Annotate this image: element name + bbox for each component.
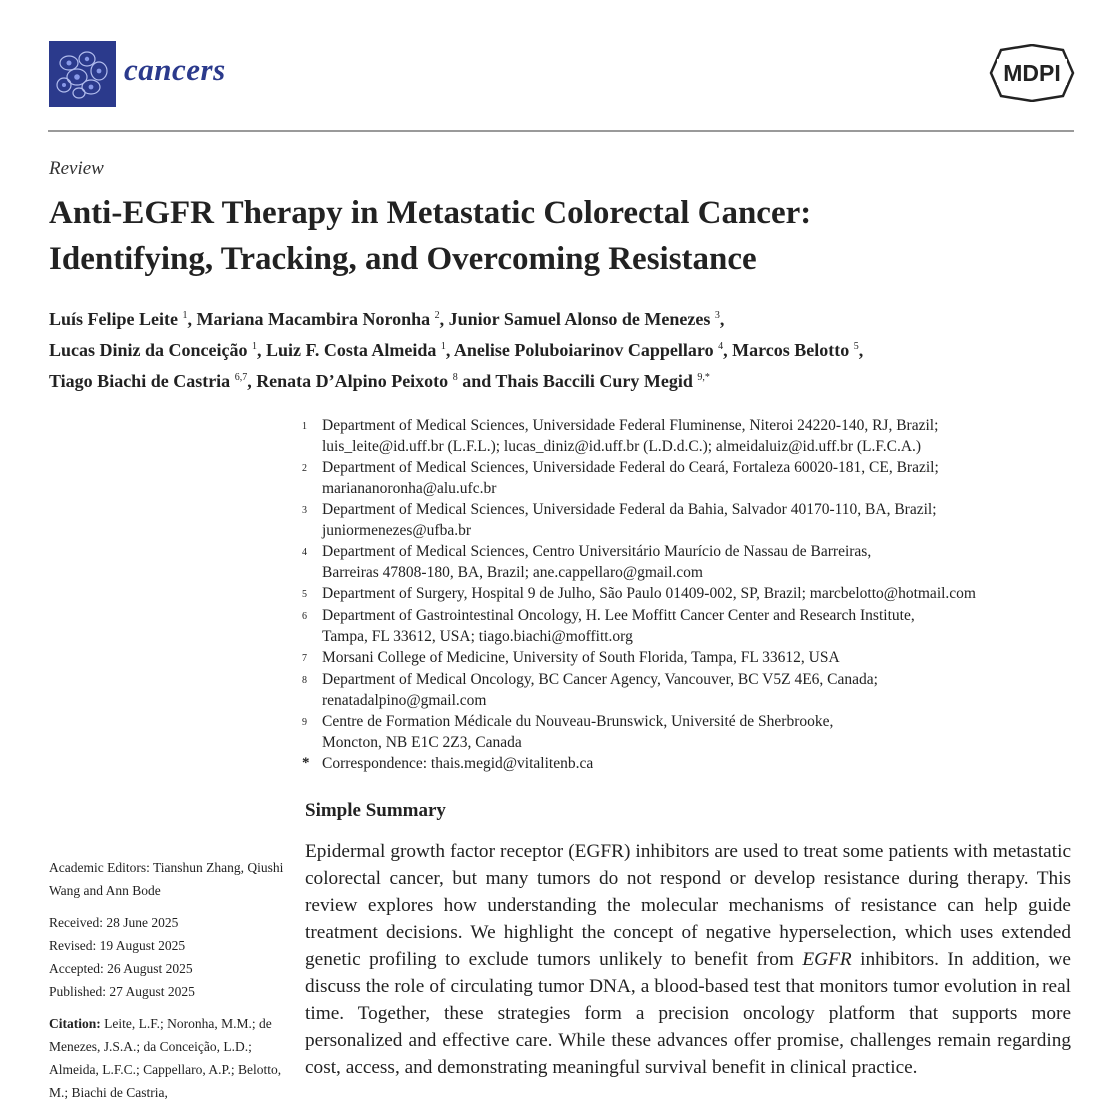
affiliation-line: Department of Medical Oncology, BC Cancer Agency, Vancouver, BC V5Z 4E6, Canada; — [322, 671, 878, 688]
affiliation-line: Department of Medical Sciences, Universidade Federal do Ceará, Fortaleza 60020-181, CE, Brazil; — [322, 459, 939, 476]
cancers-cells-logo-icon — [49, 41, 116, 107]
affiliation-line: Department of Gastrointestinal Oncology, H. Lee Moffitt Cancer Center and Research Institute, — [322, 607, 915, 624]
affiliation-line: juniormenezes@ufba.br — [322, 522, 471, 539]
author-separator-and: and — [457, 371, 496, 391]
author-separator: , — [257, 340, 262, 360]
academic-editors: Academic Editors: Tianshun Zhang, Qiushi Wang and Ann Bode — [49, 860, 284, 898]
affiliation-line: Department of Medical Sciences, Centro Universitário Maurício de Nassau de Barreiras, — [322, 543, 872, 560]
publisher-name: MDPI — [1003, 60, 1061, 86]
affiliation-list — [302, 415, 1062, 774]
author-affiliation-marker: 2 — [434, 310, 440, 321]
correspondence-item — [302, 753, 1062, 774]
affiliation-item — [302, 605, 1062, 647]
author-line-2 — [49, 333, 1079, 364]
affiliation-number: 5 — [302, 589, 307, 600]
affiliation-item — [302, 583, 1062, 605]
author-line-1 — [49, 302, 1079, 333]
affiliation-line: mariananoronha@alu.ufc.br — [322, 480, 497, 497]
affiliation-number: 4 — [302, 547, 307, 558]
author-affiliation-marker: 1 — [440, 341, 446, 352]
affiliation-line: Department of Medical Sciences, Universidade Federal Fluminense, Niteroi 24220-140, RJ, Brazil; — [322, 417, 939, 434]
correspondence-marker: * — [302, 755, 310, 771]
author-affiliation-marker: 9,* — [697, 372, 710, 383]
author-separator: , — [858, 340, 864, 360]
received-date: Received: 28 June 2025 — [49, 915, 179, 930]
author-separator: , — [445, 340, 451, 360]
affiliation-item — [302, 669, 1062, 711]
author-affiliation-marker: 6,7 — [234, 372, 248, 383]
affiliation-item — [302, 457, 1062, 499]
affiliation-line: Barreiras 47808-180, BA, Brazil; ane.cappellaro@gmail.com — [322, 564, 703, 581]
summary-text: inhibitors. In addition, we discuss the role of circulating tumor DNA, a blood-based test that monitors tumor evolution in real time. Together, these strategies form a precision oncology platform that supports more personalized and effective care. While these advances offer promise, challenges remain regarding cost, access, and demonstrating meaningful survival benefit in clinical practice. — [305, 949, 1071, 1078]
author-list — [49, 302, 1079, 395]
article-type: Review — [49, 158, 104, 179]
affiliation-item — [302, 711, 1062, 753]
side-panel — [49, 856, 284, 1104]
affiliation-number: 8 — [302, 675, 307, 686]
citation-text: Leite, L.F.; Noronha, M.M.; de Menezes, J.S.A.; da Conceição, L.D.; Almeida, L.F.C.; Cappellaro, A.P.; Belotto, M.; Biachi de Castria, — [49, 1016, 282, 1100]
author-separator: , — [187, 309, 192, 329]
affiliation-line: renatadalpino@gmail.com — [322, 692, 487, 709]
affiliation-number: 9 — [302, 717, 307, 728]
author-separator: , — [439, 309, 445, 329]
summary-heading: Simple Summary — [305, 800, 446, 821]
author-name: Tiago Biachi de Castria — [49, 371, 231, 391]
affiliation-item — [302, 647, 1062, 669]
header-divider — [48, 130, 1074, 132]
published-date: Published: 27 August 2025 — [49, 984, 195, 999]
accepted-date: Accepted: 26 August 2025 — [49, 961, 193, 976]
citation-label: Citation: — [49, 1016, 101, 1031]
mdpi-hexagon-logo-icon — [989, 44, 1075, 107]
summary-italic-term: EGFR — [802, 949, 852, 970]
affiliation-line: Tampa, FL 33612, USA; tiago.biachi@moffitt.org — [322, 628, 633, 645]
author-affiliation-marker: 1 — [182, 310, 188, 321]
affiliation-number: 3 — [302, 505, 307, 516]
affiliation-number: 6 — [302, 611, 307, 622]
affiliation-number: 1 — [302, 421, 307, 432]
author-separator: , — [247, 371, 252, 391]
affiliation-item — [302, 541, 1062, 583]
affiliation-line: Department of Medical Sciences, Universidade Federal da Bahia, Salvador 40170-110, BA, Brazil; — [322, 501, 937, 518]
author-separator: , — [719, 309, 725, 329]
author-separator: , — [723, 340, 728, 360]
author-name: Renata D’Alpino Peixoto — [256, 371, 449, 391]
affiliation-number: 2 — [302, 463, 307, 474]
author-affiliation-marker: 3 — [714, 310, 720, 321]
author-name: Luís Felipe Leite — [49, 309, 178, 329]
author-name: Lucas Diniz da Conceição — [49, 340, 248, 360]
author-name: Anelise Poluboiarinov Cappellaro — [453, 340, 714, 360]
author-name: Thais Baccili Cury Megid — [495, 371, 693, 391]
citation — [49, 1012, 284, 1104]
journal-name: cancers — [124, 52, 226, 87]
title-line-1: Anti-EGFR Therapy in Metastatic Colorectal Cancer: — [49, 195, 812, 231]
author-name: Marcos Belotto — [732, 340, 850, 360]
affiliation-line: Centre de Formation Médicale du Nouveau-Brunswick, Université de Sherbrooke, — [322, 713, 834, 730]
author-line-3 — [49, 364, 1079, 395]
author-name: Mariana Macambira Noronha — [196, 309, 431, 329]
affiliation-line: Morsani College of Medicine, University of South Florida, Tampa, FL 33612, USA — [322, 649, 840, 666]
author-name: Luiz F. Costa Almeida — [266, 340, 437, 360]
correspondence-line: Correspondence: thais.megid@vitalitenb.ca — [322, 755, 594, 772]
author-affiliation-marker: 5 — [853, 341, 859, 352]
affiliation-item — [302, 499, 1062, 541]
author-affiliation-marker: 8 — [452, 372, 458, 383]
affiliation-number: 7 — [302, 653, 307, 664]
revised-date: Revised: 19 August 2025 — [49, 938, 186, 953]
affiliation-line: luis_leite@id.uff.br (L.F.L.); lucas_diniz@id.uff.br (L.D.d.C.); almeidaluiz@id.uff.br (L.F.C.A.) — [322, 438, 922, 455]
affiliation-line: Moncton, NB E1C 2Z3, Canada — [322, 734, 522, 751]
author-name: Junior Samuel Alonso de Menezes — [448, 309, 711, 329]
author-affiliation-marker: 1 — [252, 341, 258, 352]
article-title — [49, 190, 1069, 282]
affiliation-item — [302, 415, 1062, 457]
affiliation-line: Department of Surgery, Hospital 9 de Julho, São Paulo 01409-002, SP, Brazil; marcbelotto@hotmail.com — [322, 585, 976, 602]
title-line-2: Identifying, Tracking, and Overcoming Resistance — [49, 241, 757, 277]
author-affiliation-marker: 4 — [718, 341, 724, 352]
summary-body — [305, 838, 1071, 1081]
summary-text: Epidermal growth factor receptor (EGFR) inhibitors are used to treat some patients with metastatic colorectal cancer, but many tumors do not respond or develop resistance during therapy. This review explores how understanding the molecular mechanisms of resistance can help guide treatment decisions. We highlight the concept of negative hyperselection, which uses extended genetic profiling to exclude tumors unlikely to benefit from — [305, 841, 1071, 970]
